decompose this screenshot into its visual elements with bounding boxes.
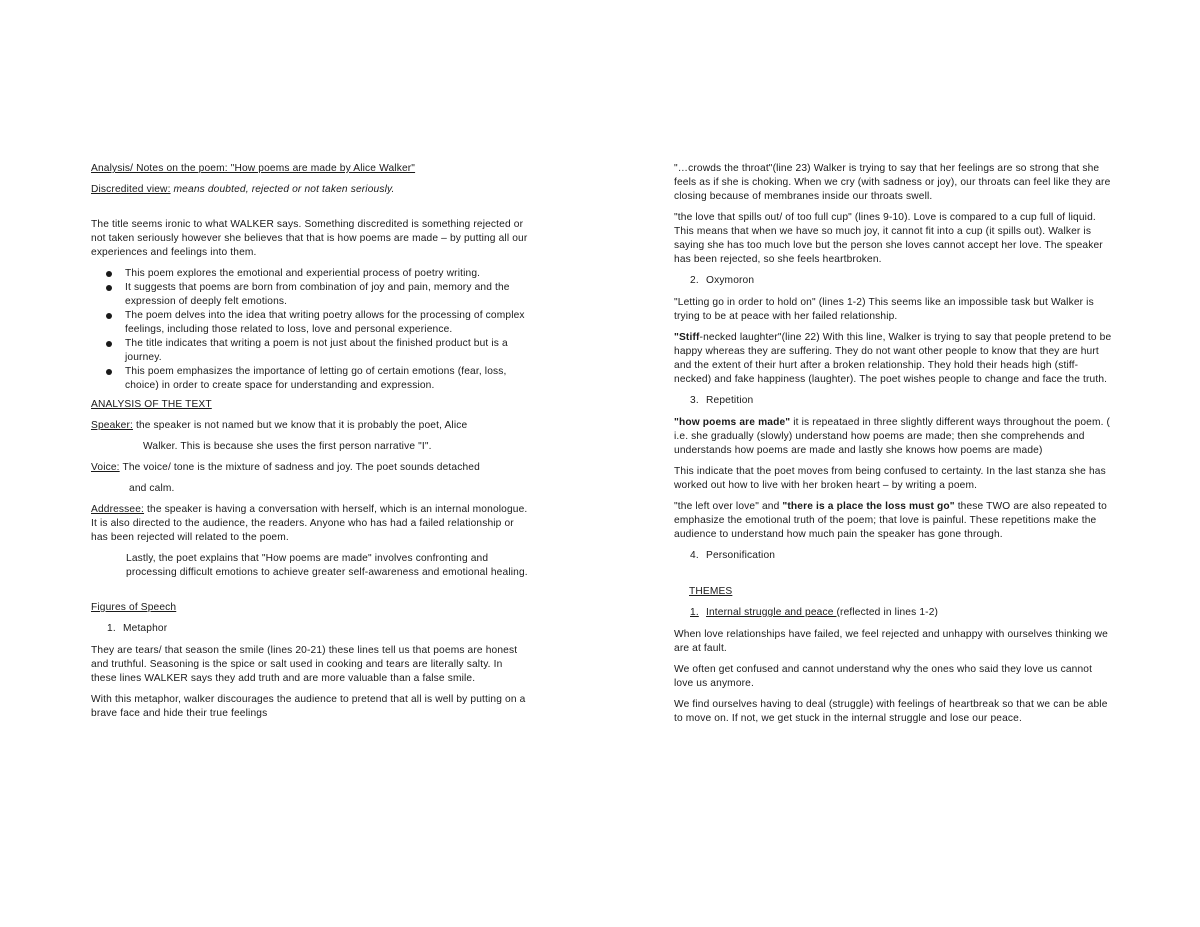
intro-paragraph: The title seems ironic to what WALKER says. Something discredited is something rejected or not taken seriously however she believes that that is how poems are made – by putting all our experiences and feelings into them.: [91, 219, 528, 258]
bullet-item: The title indicates that writing a poem is not just about the finished product but is a journey.: [125, 337, 531, 365]
theme-paragraph-1: When love relationships have failed, we feel rejected and unhappy with ourselves thinking we are at fault.: [674, 629, 1108, 654]
bullet-list: [91, 267, 531, 393]
lastly-paragraph: Lastly, the poet explains that "How poems are made" involves confronting and processing difficult emotions to achieve greater self-awareness and emotional healing.: [126, 553, 528, 578]
bullet-icon: [106, 369, 112, 375]
speaker-paragraph: Speaker: the speaker is not named but we know that it is probably the poet, Alice: [91, 420, 468, 431]
theme-paragraph-2: We often get confused and cannot understand why the ones who said they love us cannot love us anymore.: [674, 664, 1093, 689]
bullet-item: This poem explores the emotional and experiential process of poetry writing.: [125, 267, 531, 281]
figure-item-repetition: 3. Repetition: [690, 395, 754, 406]
right-column: [674, 162, 1114, 733]
spacer: [674, 571, 1114, 585]
spills-paragraph: "the love that spills out/ of too full cup" (lines 9-10). Love is compared to a cup full of liquid. This means that when we have so much joy, it cannot fit into a cup (it spills out). Walker is saying she has too much love but the person she loves cannot accept her love. The speaker has been rejected, so she feels heartbroken.: [674, 212, 1103, 265]
leftover-paragraph: "the left over love" and "there is a place the loss must go" these TWO are also repeated to emphasize the emotional truth of the poem; that love is painful. These repetitions make the audience to understand how much pain the speaker has gone through.: [674, 501, 1107, 540]
spacer: [91, 204, 531, 218]
bullet-icon: [106, 271, 112, 277]
theme-item-internal-struggle: 1. Internal struggle and peace (reflected in lines 1-2): [690, 607, 939, 618]
figures-heading: Figures of Speech: [91, 602, 177, 613]
indicate-paragraph: This indicate that the poet moves from being confused to certainty. In the last stanza she has worked out how to live with her broken heart – by writing a poem.: [674, 466, 1106, 491]
discredited-definition: Discredited view: means doubted, rejected or not taken seriously.: [91, 184, 395, 195]
voice-paragraph: Voice: The voice/ tone is the mixture of sadness and joy. The poet sounds detached: [91, 462, 480, 473]
addressee-paragraph: Addressee: the speaker is having a conversation with herself, which is an internal monologue. It is also directed to the audience, the readers. Anyone who has had a failed relationship or has been rejected will related to the poem.: [91, 504, 528, 543]
bullet-icon: [106, 341, 112, 347]
speaker-paragraph-continued: Walker. This is because she uses the first person narrative "I".: [143, 441, 432, 452]
figure-item-metaphor: 1. Metaphor: [107, 623, 168, 634]
crowds-paragraph: "…crowds the throat"(line 23) Walker is trying to say that her feelings are so strong that she feels as if she is choking. When we cry (with sadness or joy), our throats can feel like they are closing because of membranes inside our throats swell.: [674, 163, 1111, 202]
figure-item-oxymoron: 2. Oxymoron: [690, 275, 755, 286]
document-title: Analysis/ Notes on the poem: "How poems are made by Alice Walker": [91, 163, 416, 174]
figure-item-personification: 4. Personification: [690, 550, 776, 561]
left-column: [91, 162, 531, 728]
bullet-icon: [106, 285, 112, 291]
theme-paragraph-3: We find ourselves having to deal (struggle) with feelings of heartbreak so that we can be able to move on. If not, we get stuck in the internal struggle and lose our peace.: [674, 699, 1108, 724]
bullet-icon: [106, 313, 112, 319]
voice-paragraph-continued: and calm.: [129, 483, 175, 494]
metaphor-paragraph-1: They are tears/ that season the smile (lines 20-21) these lines tell us that poems are honest and truthful. Seasoning is the spice or salt used in cooking and tears are literally salty. In these lines WALKER says they add truth and are more valuable than a false smile.: [91, 645, 518, 684]
stiff-paragraph: "Stiff-necked laughter"(line 22) With this line, Walker is trying to say that people pretend to be happy whereas they are suffering. They do not want other people to know that they are hurt and the extent of their hurt after a broken relationship. They hold their heads high (stiff-necked) and fake happiness (laughter). The poet wishes people to change and face the truth.: [674, 332, 1112, 385]
letting-paragraph: "Letting go in order to hold on" (lines 1-2) This seems like an impossible task but Walker is trying to be at peace with her failed relationship.: [674, 297, 1094, 322]
themes-heading: THEMES: [689, 586, 733, 597]
bullet-item: The poem delves into the idea that writing poetry allows for the processing of complex feelings, including those related to loss, love and personal experience.: [125, 309, 531, 337]
analysis-heading: ANALYSIS OF THE TEXT: [91, 399, 212, 410]
bullet-item: This poem emphasizes the importance of letting go of certain emotions (fear, loss, choice) in order to create space for understanding and expression.: [125, 365, 531, 393]
spacer: [91, 587, 531, 601]
how-paragraph: "how poems are made" it is repeataed in three slightly different ways throughout the poem. ( i.e. she gradually (slowly) understand how poems are made; then she comprehends and understands how poems are made and lastly she knows how poems are made): [674, 417, 1111, 456]
metaphor-paragraph-2: With this metaphor, walker discourages the audience to pretend that all is well by putting on a brave face and hide their true feelings: [91, 694, 526, 719]
bullet-item: It suggests that poems are born from combination of joy and pain, memory and the expression of deeply felt emotions.: [125, 281, 531, 309]
